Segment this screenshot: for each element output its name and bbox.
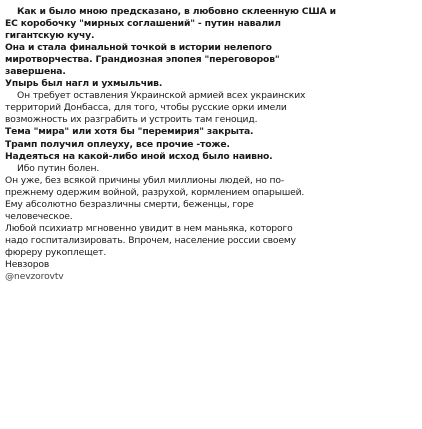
text-line: прежнему одержим войной, разрухой, кормлением опарышей. — [5, 186, 305, 198]
text-line: Она и стала финальной точкой в истории нелепого — [5, 42, 272, 54]
text-line: Надеяться на какой-либо иной исход было наивно. — [5, 150, 273, 162]
text-line: Как и было мною предсказано, в любовно склеенную США и — [17, 6, 336, 17]
text-line: миротворчества. Грандиозная эпопея "переговоров" — [5, 54, 280, 66]
author-name: Невзоров — [5, 258, 50, 270]
text-line: фюреру рукоплещет. — [5, 246, 107, 258]
text-line: Ему абсолютно безразличны смерти, беженцы, горе — [5, 198, 254, 210]
text-line: возможность их разграбить и устроить там геноцид. — [5, 114, 258, 126]
text-line: гигантскую кучу. — [5, 30, 95, 42]
text-line: Ибо путин болен. — [17, 162, 100, 174]
text-line: Любой психиатр мгновенно увидит в нем маньяка, которого — [5, 222, 293, 234]
text-line: Он требует оставления Украинской армией всех украинских — [17, 90, 306, 102]
text-line: человеческое. — [5, 210, 73, 222]
text-line: территорий Донбасса, для того, чтобы русские орки имели — [5, 102, 287, 114]
text-line: надо госпитализировать. Впрочем, население россии своему — [5, 234, 296, 246]
text-line: Трамп получил оплеуху, все прочие -тоже. — [5, 138, 230, 150]
text-line: завершена. — [5, 66, 66, 78]
author-handle-link[interactable]: @nevzorovtv — [5, 271, 64, 283]
text-line: Тема "мира" или хотя бы "перемирия" закрыта. — [5, 126, 254, 138]
text-line: ЕС коробочку "мирных соглашений" - путин навалил — [5, 18, 281, 30]
text-line: Упырь был нагл и ухмыльчив. — [5, 78, 163, 90]
text-line: Он уже, без всякой причины убил миллионы людей, но по- — [5, 174, 285, 186]
